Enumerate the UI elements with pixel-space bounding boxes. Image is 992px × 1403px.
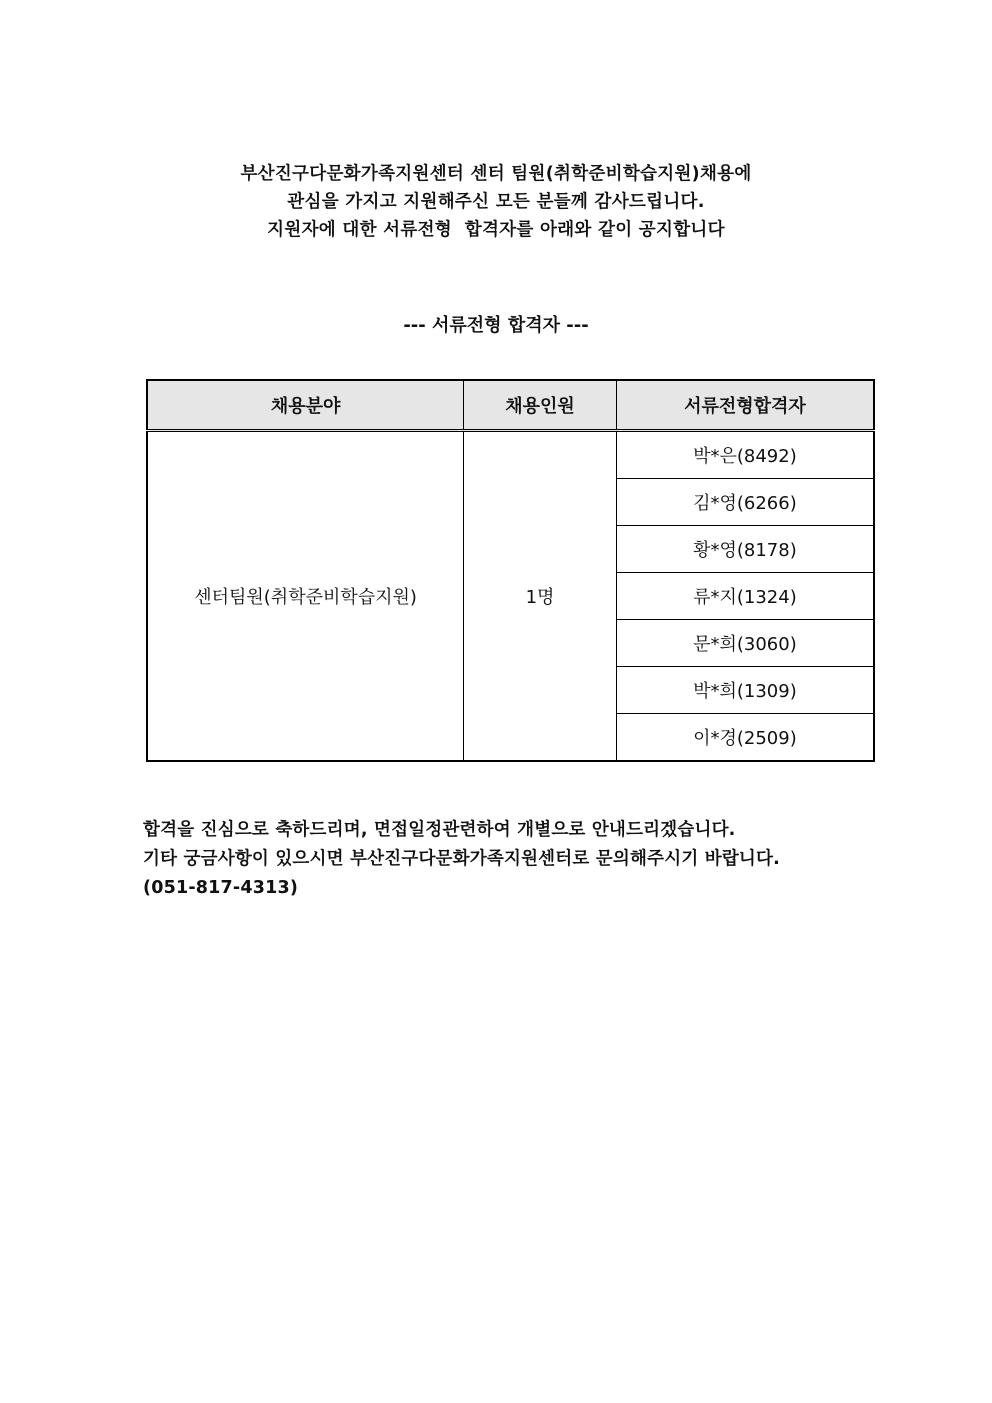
cell-passer: 류*지(1324) (616, 573, 874, 620)
intro-line-2: 관심을 가지고 지원해주신 모든 분들께 감사드립니다. (287, 192, 705, 212)
table-row (147, 431, 874, 479)
cell-field: 센터팀원(취학준비학습지원) (147, 431, 464, 762)
cell-passer: 박*은(8492) (616, 431, 874, 479)
header-field: 채용분야 (147, 380, 464, 431)
contact-phone: (051-817-4313) (143, 878, 299, 898)
closing-line-1: 합격을 진심으로 축하드리며, 면접일정관련하여 개별으로 안내드리겠습니다. (143, 820, 736, 840)
intro-line-1: 부산진구다문화가족지원센터 센터 팀원(취학준비학습지원)채용에 (240, 164, 752, 184)
cell-passer: 이*경(2509) (616, 714, 874, 762)
intro-text (0, 160, 992, 244)
cell-passer: 황*영(8178) (616, 526, 874, 573)
intro-line-3: 지원자에 대한 서류전형 합격자를 아래와 같이 공지합니다 (267, 220, 725, 240)
passers-table (146, 379, 875, 762)
closing-line-2: 기타 궁금사항이 있으시면 부산진구다문화가족지원센터로 문의해주시기 바랍니다. (143, 849, 780, 869)
cell-passer: 문*희(3060) (616, 620, 874, 667)
cell-count: 1명 (464, 431, 617, 762)
section-title: --- 서류전형 합격자 --- (403, 315, 589, 336)
table-header-row (147, 380, 874, 431)
header-count: 채용인원 (464, 380, 617, 431)
cell-passer: 김*영(6266) (616, 479, 874, 526)
header-passers: 서류전형합격자 (616, 380, 874, 431)
cell-passer: 박*희(1309) (616, 667, 874, 714)
closing-text (143, 816, 903, 903)
